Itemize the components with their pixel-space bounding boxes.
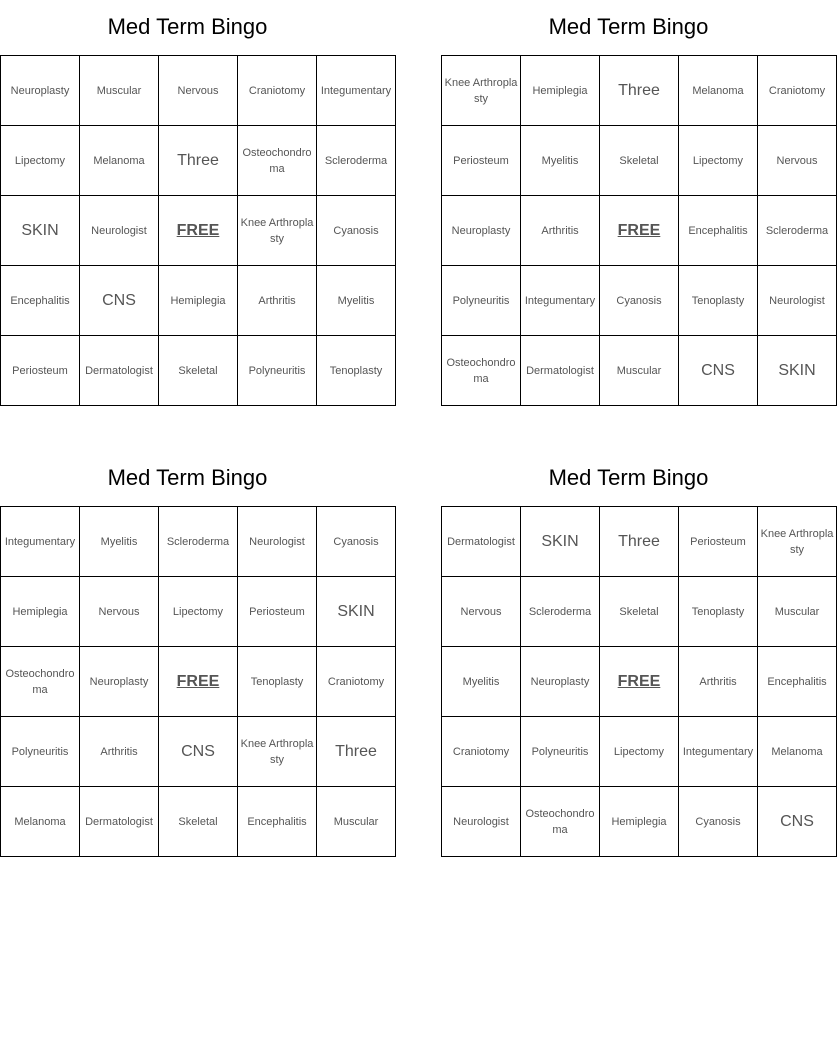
bingo-cell: Dermatologist (80, 336, 159, 406)
card-title: Med Term Bingo (107, 465, 268, 490)
grid-row (442, 196, 837, 266)
bingo-cell: Nervous (159, 56, 238, 126)
bingo-cell: Neurologist (758, 266, 837, 336)
bingo-grid (0, 55, 396, 406)
bingo-cell: Skeletal (159, 336, 238, 406)
bingo-cell: Myelitis (442, 647, 521, 717)
grid-row (442, 56, 837, 126)
bingo-cell: Polyneuritis (1, 717, 80, 787)
card-title: Med Term Bingo (548, 465, 709, 490)
grid-row (1, 196, 396, 266)
bingo-cell: Osteochondroma (442, 336, 521, 406)
grid-row (442, 717, 837, 787)
bingo-cell: SKIN (317, 577, 396, 647)
bingo-cell: Hemiplegia (521, 56, 600, 126)
bingo-cell: Polyneuritis (521, 717, 600, 787)
bingo-cell: Arthritis (521, 196, 600, 266)
bingo-cell: Skeletal (159, 787, 238, 857)
bingo-cell: Neuroplasty (442, 196, 521, 266)
bingo-cell: Myelitis (521, 126, 600, 196)
bingo-cell: Tenoplasty (679, 577, 758, 647)
free-cell: FREE (600, 647, 679, 717)
bingo-cell: Encephalitis (238, 787, 317, 857)
bingo-cell: Neurologist (80, 196, 159, 266)
bingo-cell: Craniotomy (758, 56, 837, 126)
bingo-cell: Periosteum (238, 577, 317, 647)
bingo-cell: Arthritis (238, 266, 317, 336)
card-title: Med Term Bingo (107, 14, 268, 39)
bingo-cell: Tenoplasty (317, 336, 396, 406)
bingo-cell: Osteochondroma (1, 647, 80, 717)
bingo-cell: Lipectomy (1, 126, 80, 196)
bingo-cell: Knee Arthroplasty (238, 717, 317, 787)
bingo-cell: Craniotomy (317, 647, 396, 717)
free-cell: FREE (600, 196, 679, 266)
bingo-cell: Integumentary (1, 507, 80, 577)
bingo-cell: Scleroderma (317, 126, 396, 196)
bingo-cell: Three (159, 126, 238, 196)
bingo-cell: Lipectomy (600, 717, 679, 787)
bingo-cell: Periosteum (442, 126, 521, 196)
free-cell: FREE (159, 196, 238, 266)
bingo-cell: Knee Arthroplasty (238, 196, 317, 266)
bingo-cell: Scleroderma (758, 196, 837, 266)
bingo-cell: Melanoma (1, 787, 80, 857)
grid-row (442, 577, 837, 647)
bingo-cell: Melanoma (679, 56, 758, 126)
bingo-cell: Muscular (317, 787, 396, 857)
bingo-card-4 (441, 451, 834, 857)
bingo-cell: Three (600, 507, 679, 577)
grid-row (1, 577, 396, 647)
bingo-cell: CNS (80, 266, 159, 336)
bingo-card-3 (0, 451, 385, 857)
bingo-cell: Knee Arthroplasty (442, 56, 521, 126)
bingo-cell: Periosteum (1, 336, 80, 406)
bingo-cell: CNS (159, 717, 238, 787)
bingo-cell: Skeletal (600, 126, 679, 196)
bingo-cell: Tenoplasty (238, 647, 317, 717)
grid-row (442, 787, 837, 857)
bingo-cell: Myelitis (317, 266, 396, 336)
bingo-cell: Craniotomy (442, 717, 521, 787)
bingo-cell: Lipectomy (159, 577, 238, 647)
bingo-cell: Lipectomy (679, 126, 758, 196)
grid-row (1, 647, 396, 717)
bingo-card-2 (441, 0, 829, 406)
bingo-cell: SKIN (521, 507, 600, 577)
bingo-cell: Neuroplasty (80, 647, 159, 717)
grid-row (442, 507, 837, 577)
bingo-grid (441, 506, 837, 857)
bingo-cell: CNS (758, 787, 837, 857)
bingo-cell: Integumentary (679, 717, 758, 787)
bingo-cell: Integumentary (317, 56, 396, 126)
bingo-cell: Polyneuritis (442, 266, 521, 336)
grid-row (1, 266, 396, 336)
grid-row (442, 647, 837, 717)
bingo-cell: Encephalitis (758, 647, 837, 717)
grid-row (1, 56, 396, 126)
bingo-cell: Encephalitis (679, 196, 758, 266)
bingo-cell: Encephalitis (1, 266, 80, 336)
bingo-cell: Osteochondroma (521, 787, 600, 857)
bingo-cell: Melanoma (80, 126, 159, 196)
bingo-cell: Dermatologist (80, 787, 159, 857)
bingo-grid (441, 55, 837, 406)
bingo-card-1 (0, 0, 392, 406)
bingo-cell: SKIN (1, 196, 80, 266)
bingo-cell: Arthritis (679, 647, 758, 717)
bingo-cell: Muscular (600, 336, 679, 406)
bingo-cell: Dermatologist (442, 507, 521, 577)
bingo-cell: Integumentary (521, 266, 600, 336)
grid-row (1, 717, 396, 787)
bingo-cell: Neurologist (442, 787, 521, 857)
bingo-cell: SKIN (758, 336, 837, 406)
grid-row (1, 126, 396, 196)
grid-row (442, 336, 837, 406)
bingo-cell: Neuroplasty (521, 647, 600, 717)
bingo-cell: CNS (679, 336, 758, 406)
bingo-cell: Nervous (80, 577, 159, 647)
grid-row (442, 126, 837, 196)
bingo-cell: Cyanosis (317, 507, 396, 577)
bingo-cell: Hemiplegia (159, 266, 238, 336)
bingo-grid (0, 506, 396, 857)
bingo-cell: Craniotomy (238, 56, 317, 126)
bingo-cell: Osteochondroma (238, 126, 317, 196)
bingo-cell: Neuroplasty (1, 56, 80, 126)
bingo-cell: Hemiplegia (600, 787, 679, 857)
bingo-cell: Nervous (442, 577, 521, 647)
bingo-cell: Three (317, 717, 396, 787)
bingo-cell: Scleroderma (521, 577, 600, 647)
bingo-cell: Muscular (80, 56, 159, 126)
bingo-cell: Three (600, 56, 679, 126)
bingo-cell: Polyneuritis (238, 336, 317, 406)
bingo-cell: Knee Arthroplasty (758, 507, 837, 577)
grid-row (1, 787, 396, 857)
bingo-cell: Cyanosis (679, 787, 758, 857)
bingo-cell: Scleroderma (159, 507, 238, 577)
bingo-cell: Cyanosis (317, 196, 396, 266)
bingo-cell: Myelitis (80, 507, 159, 577)
bingo-cell: Periosteum (679, 507, 758, 577)
bingo-cell: Skeletal (600, 577, 679, 647)
bingo-cell: Dermatologist (521, 336, 600, 406)
bingo-cell: Neurologist (238, 507, 317, 577)
bingo-cell: Arthritis (80, 717, 159, 787)
grid-row (1, 507, 396, 577)
grid-row (1, 336, 396, 406)
card-title: Med Term Bingo (548, 14, 709, 39)
bingo-cell: Cyanosis (600, 266, 679, 336)
bingo-cell: Muscular (758, 577, 837, 647)
bingo-cell: Tenoplasty (679, 266, 758, 336)
free-cell: FREE (159, 647, 238, 717)
grid-row (442, 266, 837, 336)
bingo-cell: Melanoma (758, 717, 837, 787)
bingo-cell: Nervous (758, 126, 837, 196)
bingo-cell: Hemiplegia (1, 577, 80, 647)
